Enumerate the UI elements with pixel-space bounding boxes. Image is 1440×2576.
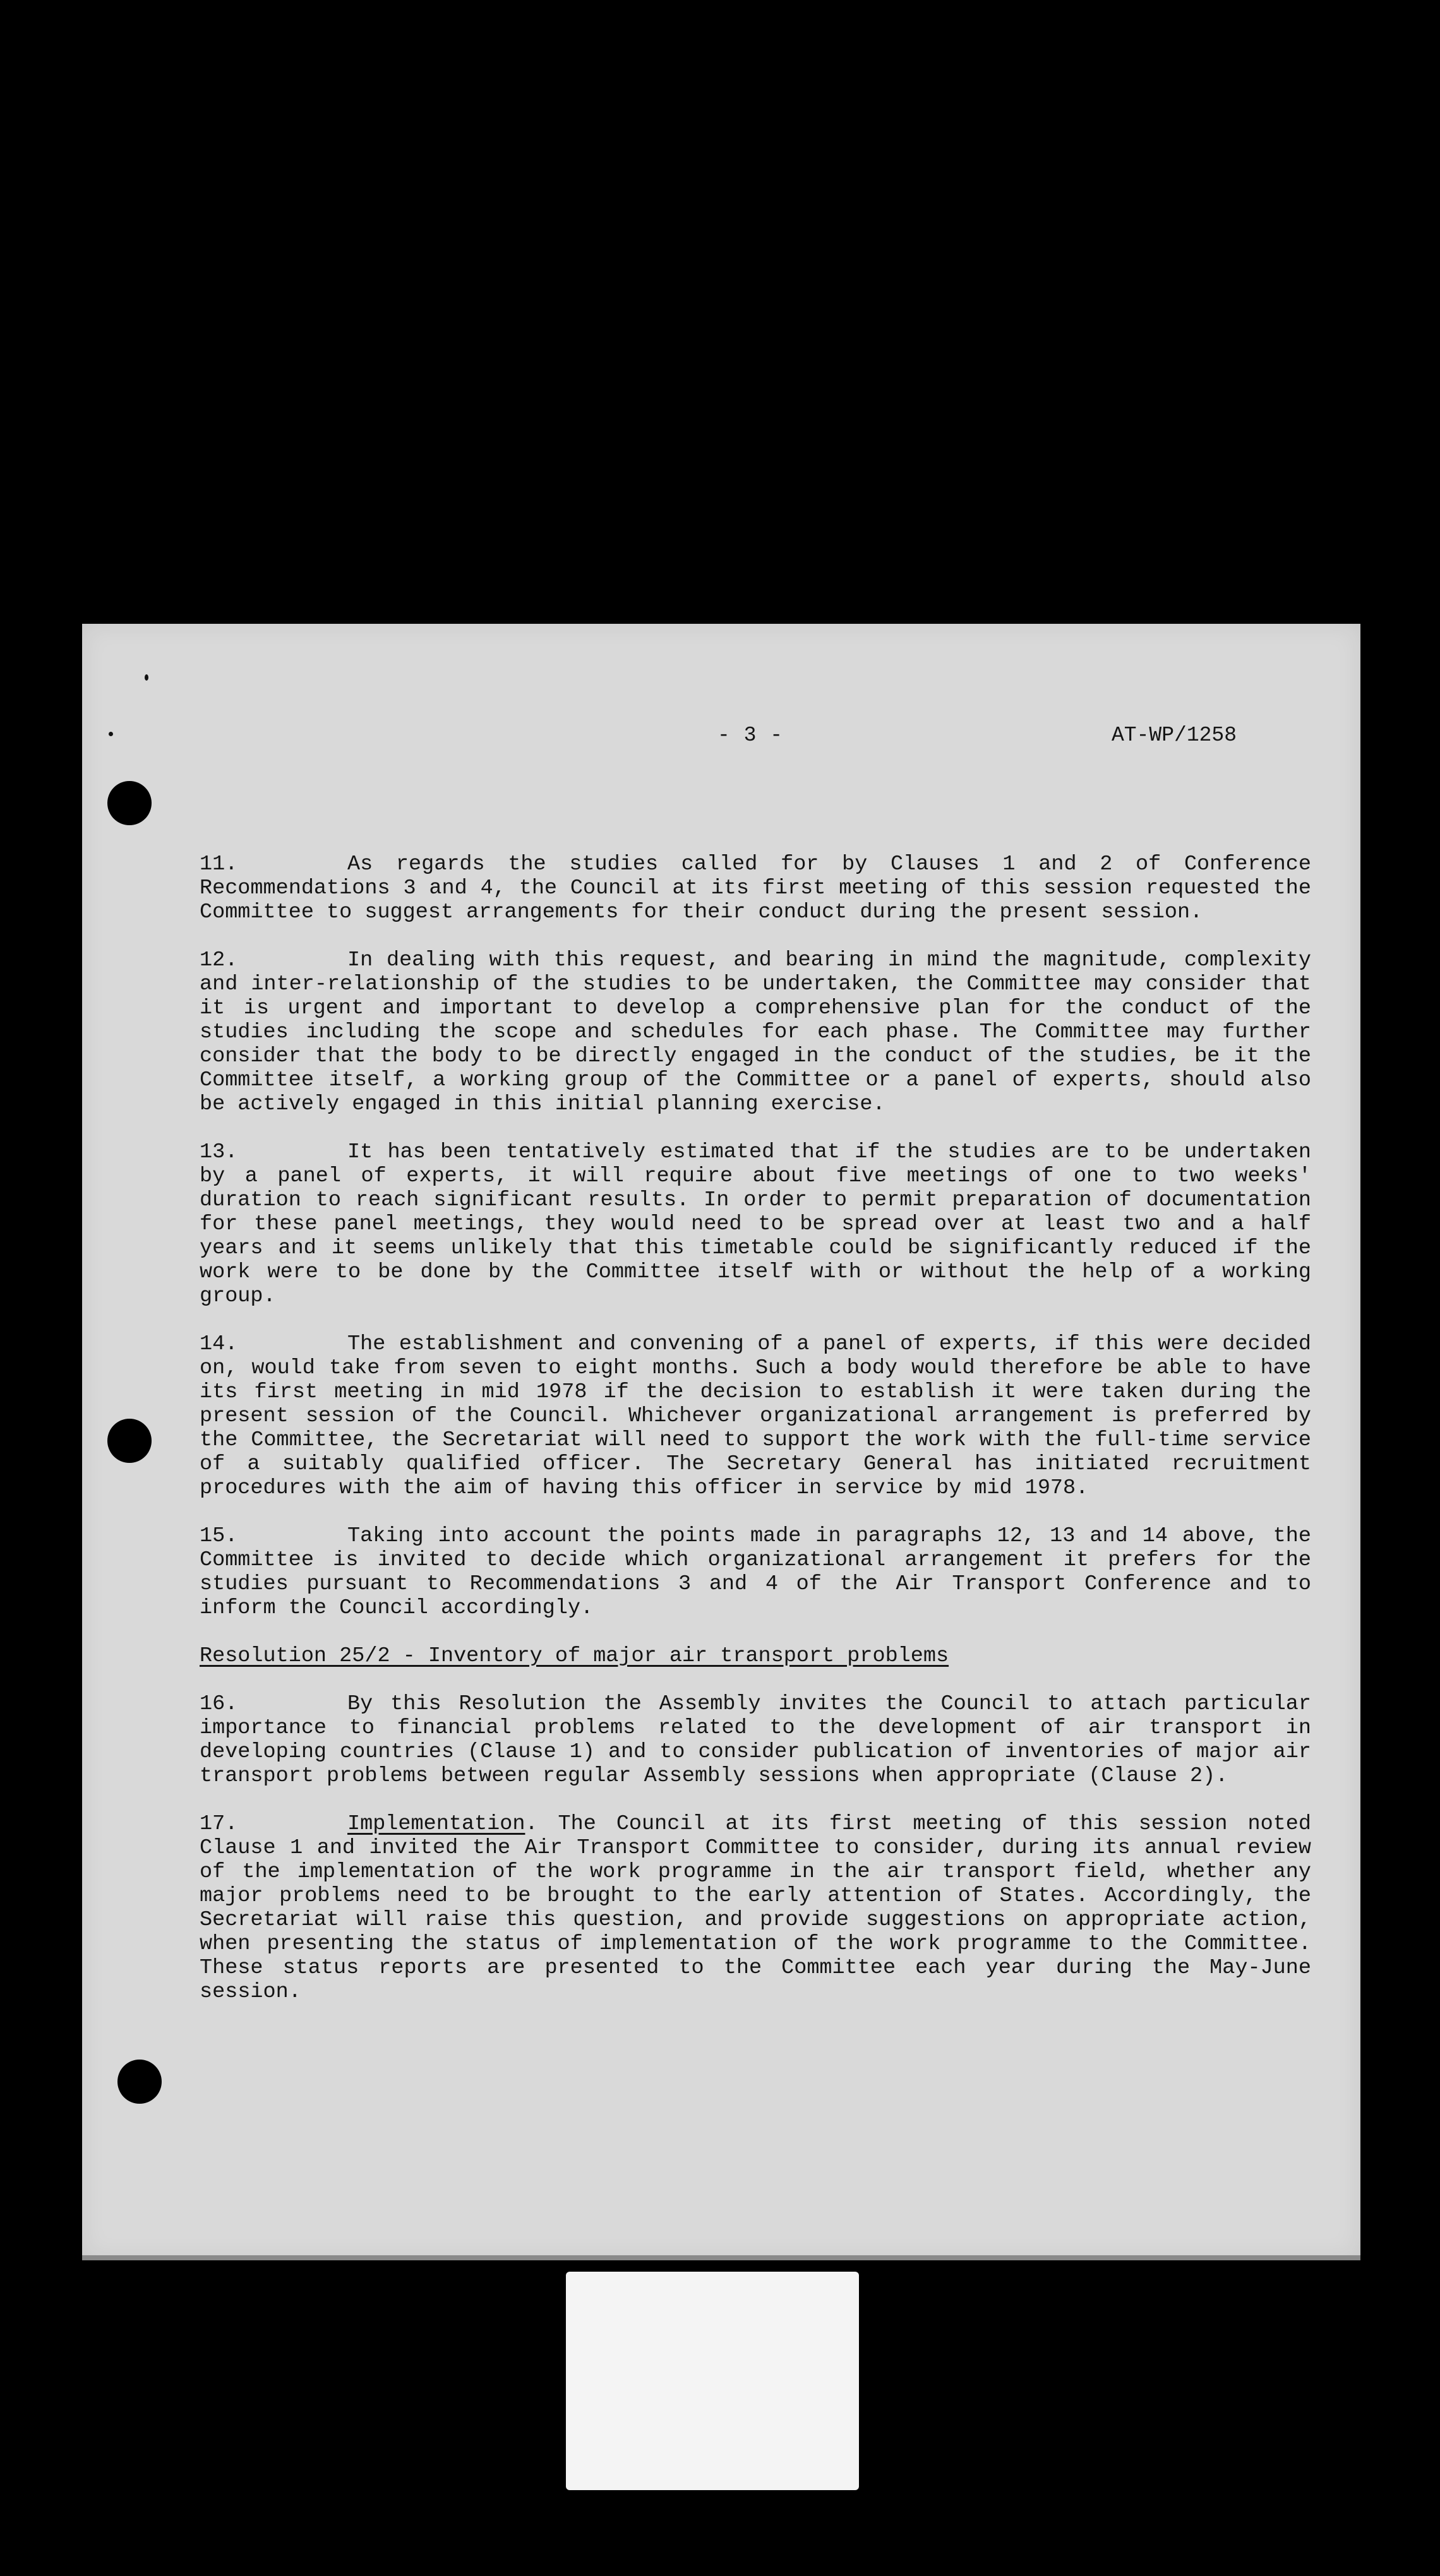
paragraph-12 <box>200 948 1311 1116</box>
paragraph-15 <box>200 1524 1311 1620</box>
paragraph-text: . The Council at its first meeting of this session noted Clause 1 and invited the Air Transport Committee to consider, during its annual review of the implementation of the work programme in the air transport field, whether any major problems need to be brought to the early attention of States. Accordingly, the Secretariat will raise this question, and provide suggestions on appropriate action, when presenting the status of implementation of the work programme to the Committee. These status reports are presented to the Committee each year during the May-June session. <box>200 1812 1311 2004</box>
page-number: - 3 - <box>717 724 784 747</box>
punch-hole-top <box>107 781 152 825</box>
paragraph-number: 11. <box>200 852 238 876</box>
paragraph-11 <box>200 852 1311 924</box>
paragraph-number: 17. <box>200 1812 238 1836</box>
paragraph-13 <box>200 1140 1311 1308</box>
paragraph-16 <box>200 1692 1311 1788</box>
paragraph-14 <box>200 1332 1311 1500</box>
section-heading: Resolution 25/2 - Inventory of major air transport problems <box>200 1644 949 1668</box>
paragraph-17 <box>200 1812 1311 2004</box>
scan-speck <box>145 674 148 681</box>
scan-speck <box>109 732 113 736</box>
document-body <box>200 852 1311 2028</box>
punch-hole-middle <box>107 1419 152 1463</box>
paragraph-number: 14. <box>200 1332 238 1356</box>
paragraph-text: By this Resolution the Assembly invites the Council to attach particular importance to financial problems related to the development of air transport in developing countries (Clause 1) and to consider publication of inventories of major air transport problems between regular Assembly sessions when appropriate (Clause 2). <box>200 1692 1311 1788</box>
paragraph-text: The establishment and convening of a panel of experts, if this were decided on, would take from seven to eight months. Such a body would therefore be able to have its first meeting in mid 1978 if the decision to establish it were taken during the present session of the Council. Whichever organizational arrangement is preferred by the Committee, the Secretariat will need to support the work with the full-time service of a suitably qualified officer. The Secretary General has initiated recruitment procedures with the aim of having this officer in service by mid 1978. <box>200 1332 1311 1500</box>
paragraph-lead-underlined: Implementation <box>347 1812 525 1836</box>
paper-slip <box>566 2272 859 2490</box>
paragraph-number: 12. <box>200 948 238 972</box>
paragraph-text: It has been tentatively estimated that if the studies are to be undertaken by a panel of experts, it will require about five meetings of one to two weeks' duration to reach significant results. In order to permit preparation of documentation for these panel meetings, they would need to be spread over at least two and a half years and it seems unlikely that this timetable could be significantly reduced if the work were to be done by the Committee itself with or without the help of a working group. <box>200 1140 1311 1308</box>
paragraph-number: 13. <box>200 1140 238 1164</box>
page-bottom-edge <box>82 2255 1360 2260</box>
paragraph-text: Taking into account the points made in paragraphs 12, 13 and 14 above, the Committee is invited to decide which organizational arrangement it prefers for the studies pursuant to Recommendations 3 and 4 of the Air Transport Conference and to inform the Council accordingly. <box>200 1524 1311 1620</box>
document-reference: AT-WP/1258 <box>1112 724 1237 747</box>
paragraph-number: 16. <box>200 1692 238 1716</box>
paragraph-text: As regards the studies called for by Clauses 1 and 2 of Conference Recommendations 3 and 4, the Council at its first meeting of this session requested the Committee to suggest arrangements for their conduct during the present session. <box>200 852 1311 924</box>
paragraph-number: 15. <box>200 1524 238 1548</box>
punch-hole-bottom <box>117 2060 162 2104</box>
paragraph-text: In dealing with this request, and bearing in mind the magnitude, complexity and inter-relationship of the studies to be undertaken, the Committee may consider that it is urgent and important to develop a comprehensive plan for the conduct of the studies including the scope and schedules for each phase. The Committee may further consider that the body to be directly engaged in the conduct of the studies, be it the Committee itself, a working group of the Committee or a panel of experts, should also be actively engaged in this initial planning exercise. <box>200 948 1311 1116</box>
